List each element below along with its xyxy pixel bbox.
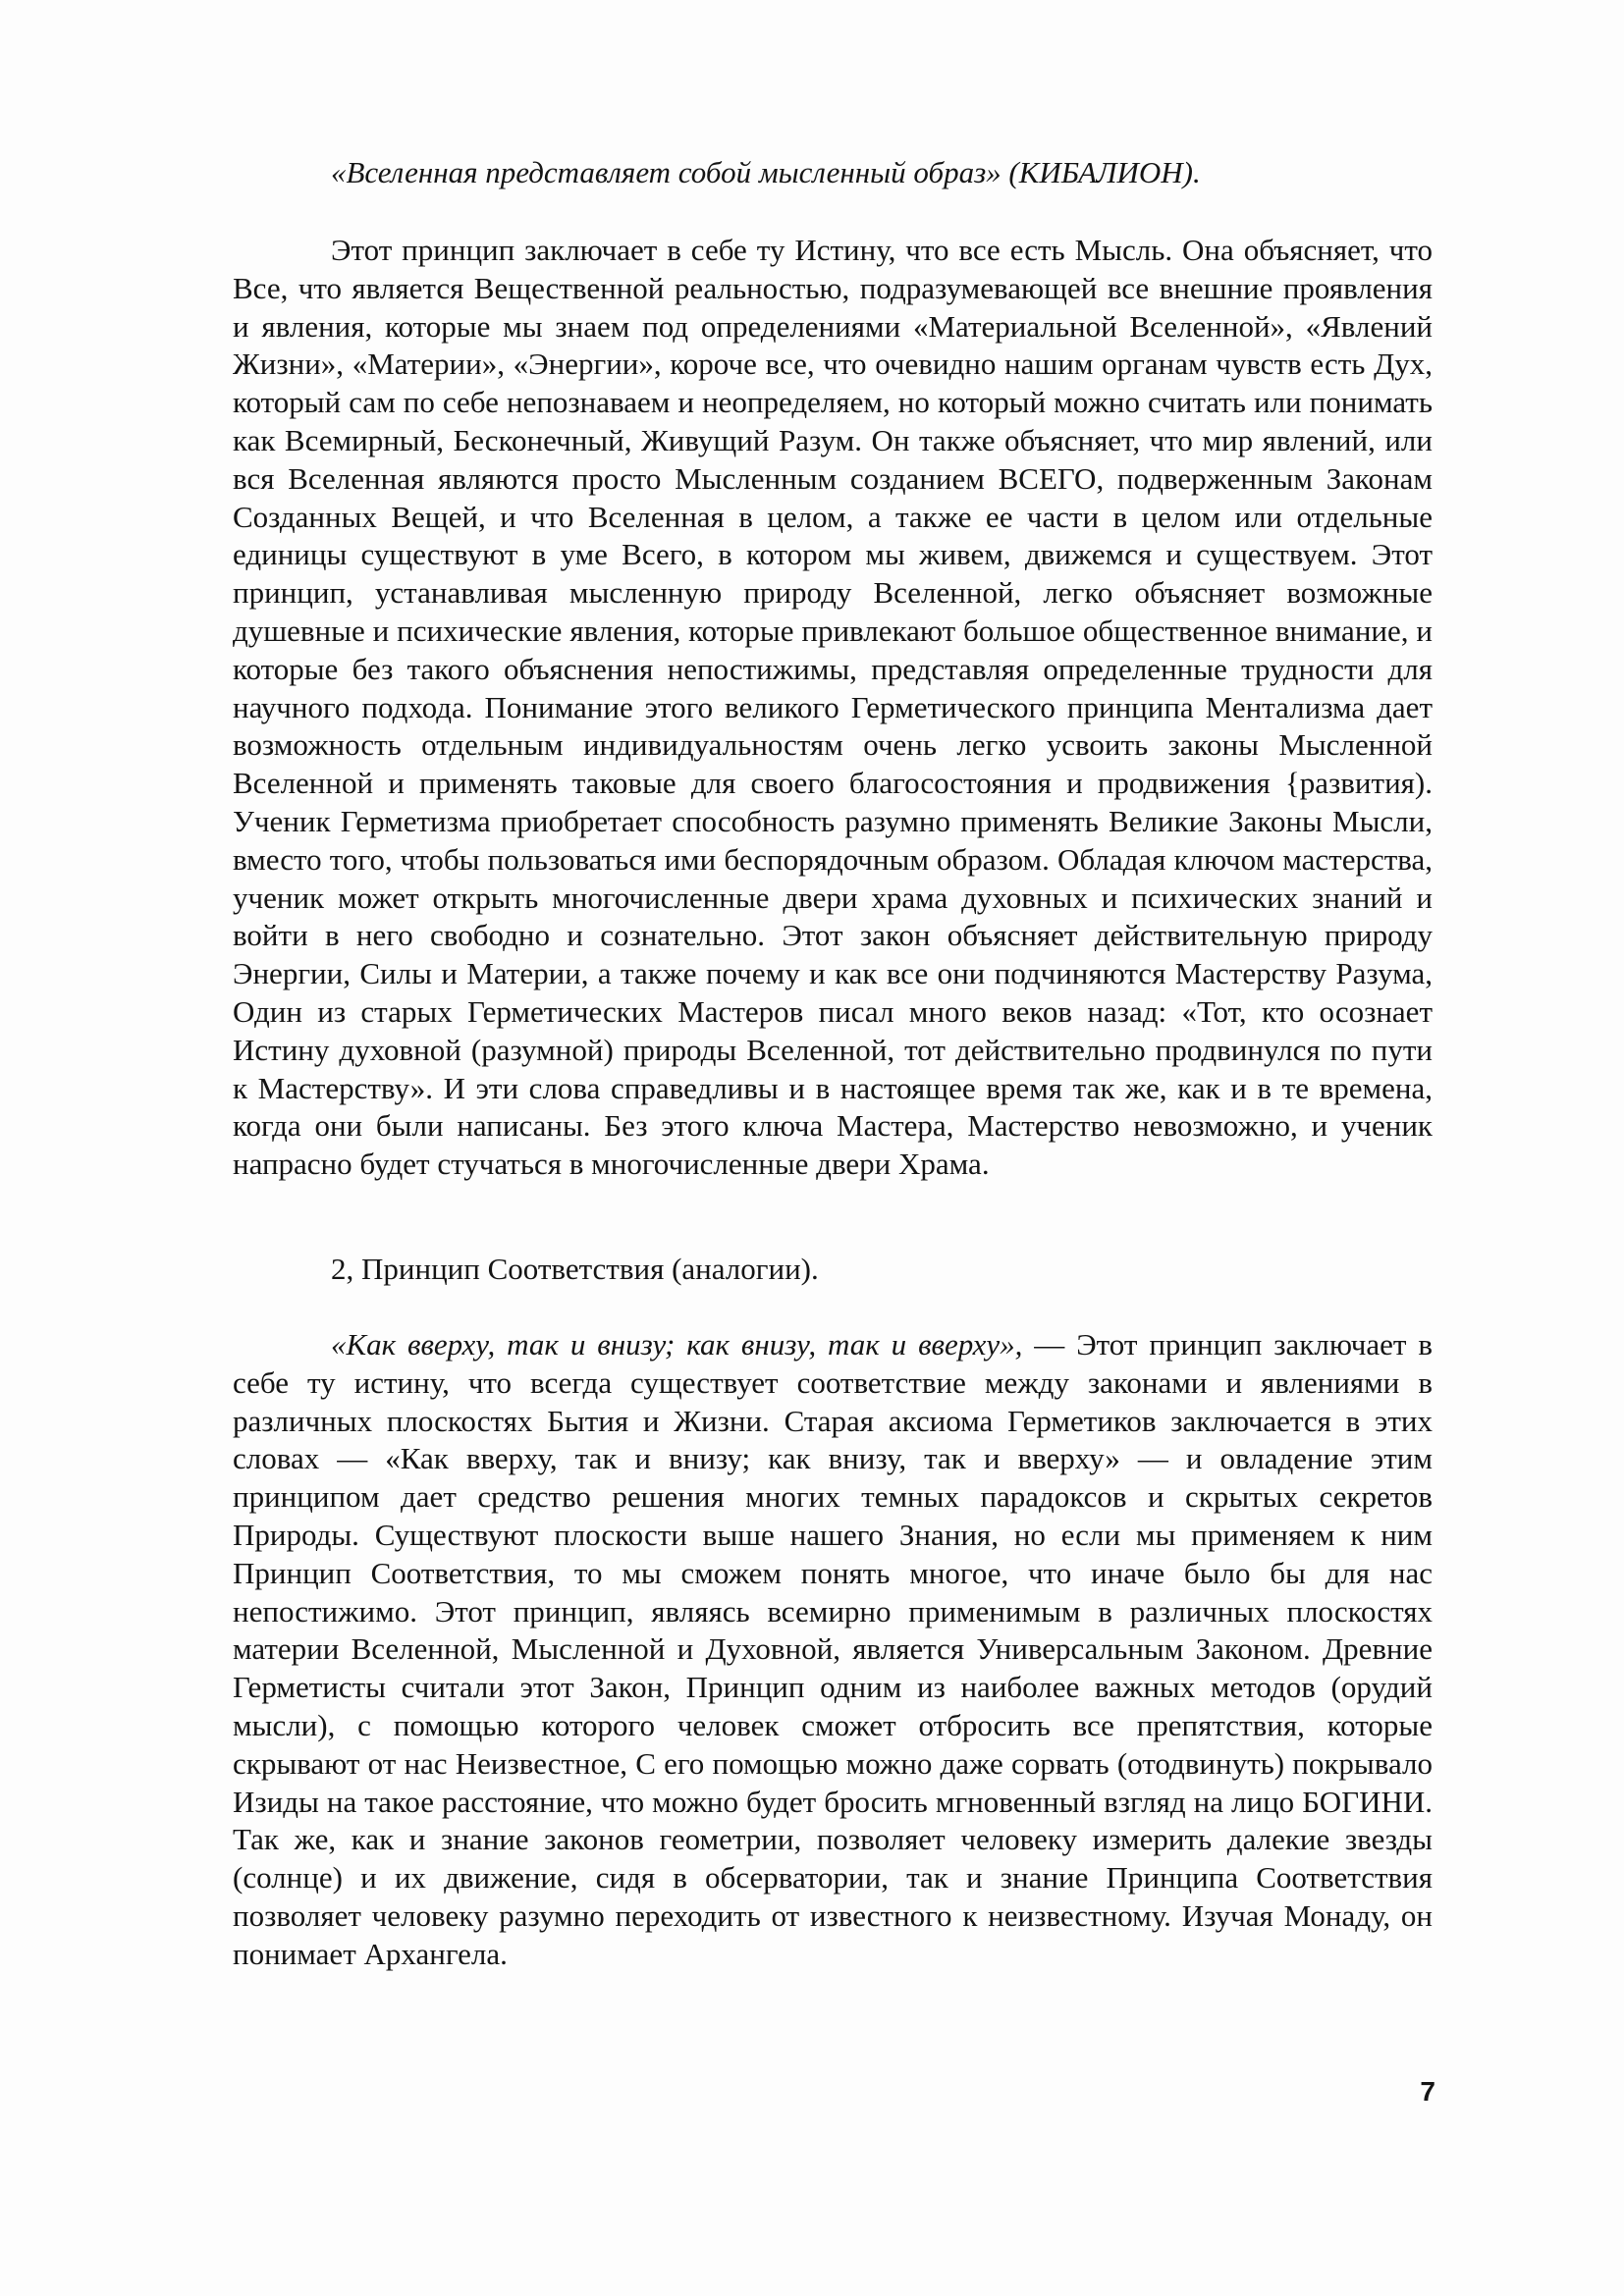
epigraph: «Вселенная представляет собой мысленный образ» (КИБАЛИОН). [331, 155, 1201, 189]
axiom-quote: «Как вверху, так и внизу; как внизу, так и вверху», [331, 1327, 1023, 1362]
section-heading: 2, Принцип Соответствия (аналогии). [331, 1252, 819, 1286]
paragraph-principle-mentalism [233, 232, 1433, 1184]
paragraph-body: — Этот принцип заключает в себе ту истину, что всегда существует соответствие между законами и явлениями в различных плоскостях Бытия и Жизни. Старая аксиома Герметиков заключается в этих словах — «Как вверху, так и внизу; как внизу, так и вверху» — и овладение этим принципом дает средство решения многих темных парадоксов и скрытых секретов Природы. Существуют плоскости выше нашего Знания, но если мы применяем к ним Принцип Соответствия, то мы сможем понять многое, что иначе было бы для нас непостижимо. Этот принцип, являясь всемирно применимым в различных плоскостях материи Вселенной, Мысленной и Духовной, является Универсальным Законом. Древние Герметисты считали этот Закон, Принцип одним из наиболее важных методов (орудий мысли), с помощью которого человек сможет отбросить все препятствия, которые скрывают от нас Неизвестное, С его помощью можно даже сорвать (отодвинуть) покрывало Изиды на такое расстояние, что можно будет бросить мгновенный взгляд на лицо БОГИНИ. Так же, как и знание законов геометрии, позволяет человеку измерить далекие звезды (солнце) и их движение, сидя в обсерватории, так и знание Принципа Соответствия позволяет человеку разумно переходить от известного к неизвестному. Изучая Монаду, он понимает Архангела. [233, 1327, 1434, 1971]
paragraph-text: Этот принцип заключает в себе ту Истину, что все есть Мысль. Она объясняет, что Все, что является Вещественной реальностью, подразумевающей все внешние проявления и явления, которые мы знаем под определениями «Материальной Вселенной», «Явлений Жизни», «Материи», «Энергии», короче все, что очевидно нашим органам чувств есть Дух, который сам по себе непознаваем и неопределяем, но который можно считать или понимать как Всемирный, Бесконечный, Живущий Разум. Он также объясняет, что мир явлений, или вся Вселенная являются просто Мысленным созданием ВСЕГО, подверженным Законам Созданных Вещей, и что Вселенная в целом, а также ее части в целом или отдельные единицы существуют в уме Всего, в котором мы живем, движемся и существуем. Этот принцип, устанавливая мысленную природу Вселенной, легко объясняет возможные душевные и психические явления, которые привлекают большое общественное внимание, и которые без такого объяснения непостижимы, представляя определенные трудности для научного подхода. Понимание этого великого Герметического принципа Ментализма дает возможность отдельным индивидуальностям очень легко усвоить законы Мысленной Вселенной и применять таковые для своего благосостояния и продвижения {развития). Ученик Герметизма приобретает способность разумно применять Великие Законы Мысли, вместо того, чтобы пользоваться ими беспорядочным образом. Обладая ключом мастерства, ученик может открыть многочисленные двери храма духовных и психических знаний и войти в него свободно и сознательно. Этот закон объясняет действительную природу Энергии, Силы и Материи, а также почему и как все они подчиняются Мастерству Разума, Один из старых Герметических Мастеров писал много веков назад: «Тот, кто осознает Истину духовной (разумной) природы Вселенной, тот действительно продвинулся по пути к Мастерству». И эти слова справедливы и в настоящее время так же, как и в те времена, когда они были написаны. Без этого ключа Мастера, Мастерство невозможно, и ученик напрасно будет стучаться в многочисленные двери Храма. [233, 233, 1433, 1182]
page-number: 7 [1420, 2076, 1435, 2107]
paragraph-text [233, 1326, 1433, 1974]
paragraph-principle-correspondence [233, 1326, 1433, 1974]
